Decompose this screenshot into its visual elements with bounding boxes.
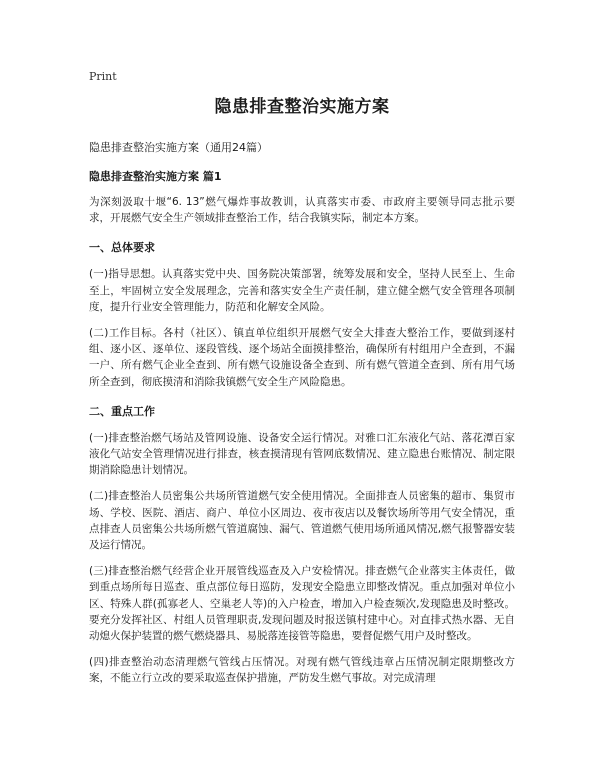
print-link[interactable]: Print (89, 70, 117, 83)
paragraph-key-work-3: (三)排查整治燃气经营企业开展管线巡查及入户安检情况。排查燃气企业落实主体责任，做到重点场所每日巡查、重点部位每日巡防，发现安全隐患立即整改情况。重点加强对单位小区、特殊人群(孤寡老人、空巢老人等)的入户检查，增加入户检查频次,发现隐患及时整改。要充分发挥社区、村组人员管理职责,发现问题及时报送镇村建中心。对直排式热水器、无自动熄火保护装置的燃气燃烧器具、易脱落连接管等隐患，要督促燃气用户及时整改。 (89, 565, 515, 643)
intro-paragraph: 为深刻汲取十堰“6. 13”燃气爆炸事故教训，认真落实市委、市政府主要领导同志批示要求，开展燃气安全生产领域排查整治工作，结合我镇实际，制定本方案。 (89, 196, 515, 225)
document-subtitle: 隐患排查整治实施方案（通用24篇） (89, 141, 268, 154)
paragraph-key-work-4: (四)排查整治动态清理燃气管线占压情况。对现有燃气管线违章占压情况制定限期整改方案，不能立行立改的要采取巡查保护措施，严防发生燃气事故。对完成清理 (89, 656, 515, 685)
page-title: 隐患排查整治实施方案 (214, 97, 390, 117)
document-body (89, 96, 515, 697)
section-heading-key-work: 二、重点工作 (89, 404, 155, 418)
chapter-heading: 隐患排查整治实施方案 篇1 (89, 170, 222, 183)
paragraph-key-work-1: (一)排查整治燃气场站及管网设施、设备安全运行情况。对雅口汇东液化气站、落花潭百家液化气站安全管理情况进行排查，核查摸清现有管网底数情况、建立隐患台账情况、制定限期消除隐患计划情况。 (89, 431, 515, 477)
paragraph-key-work-2: (二)排查整治人员密集公共场所管道燃气安全使用情况。全面排查人员密集的超市、集贸市场、学校、医院、酒店、商户、单位小区周边、夜市夜店以及餐饮场所等用气安全情况，重点排查人员密集公共场所燃气管道腐蚀、漏气、管道燃气使用场所通风情况,燃气报警器安装及运行情况。 (89, 490, 515, 552)
paragraph-guiding-thought: (一)指导思想。认真落实党中央、国务院决策部署，统筹发展和安全，坚持人民至上、生命至上，牢固树立安全发展理念，完善和落实安全生产责任制，建立健全燃气安全管理各项制度，提升行业安全管理能力，防范和化解安全风险。 (89, 268, 515, 313)
paragraph-work-goal: (二)工作目标。各村（社区）、镇直单位组织开展燃气安全大排查大整治工作，要做到逐村组、逐小区、逐单位、逐段管线、逐个场站全面摸排整治，确保所有村组用户全查到，不漏一户、所有燃气企业全查到、所有燃气设施设备全查到、所有燃气管道全查到、所有用气场所全查到，彻底摸清和消除我镇燃气安全生产风险隐患。 (89, 327, 515, 388)
section-heading-overall: 一、总体要求 (89, 241, 155, 255)
